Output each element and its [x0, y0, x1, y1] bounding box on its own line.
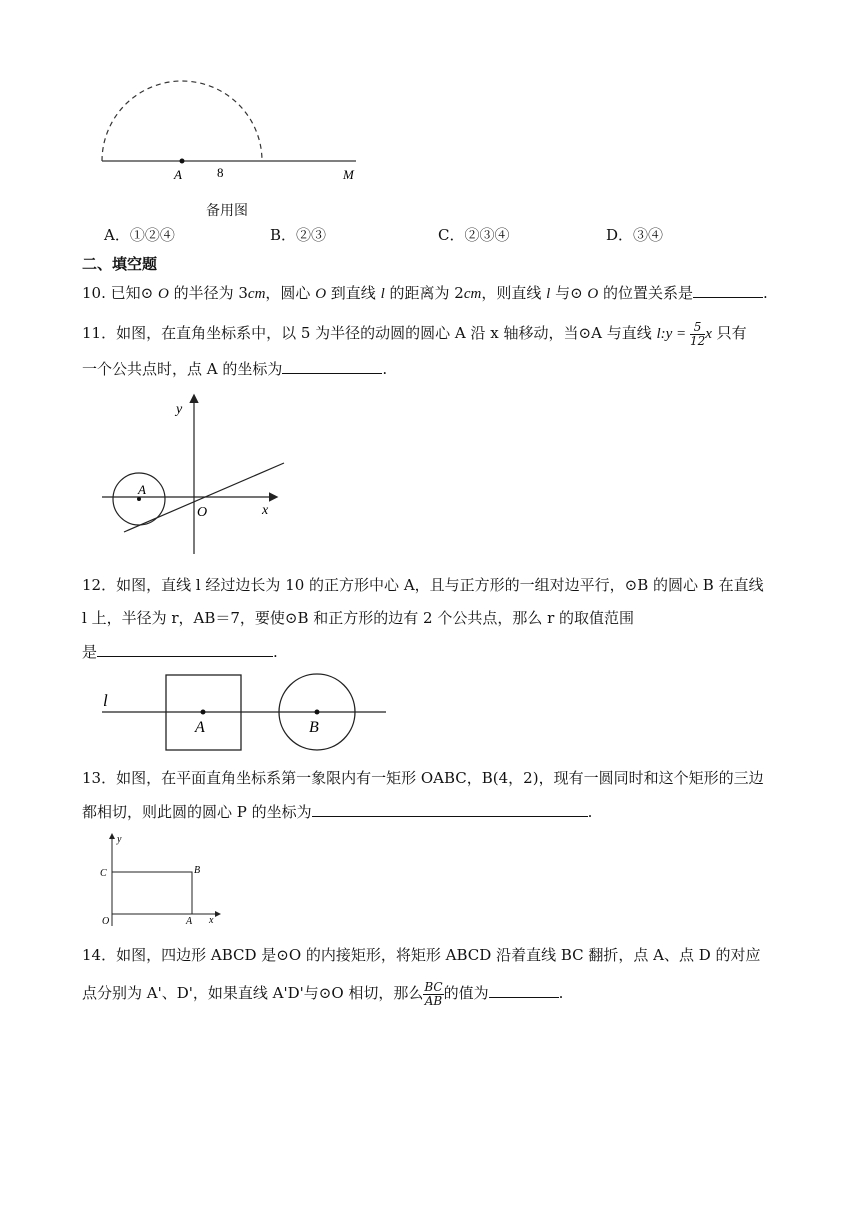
point-A	[137, 497, 141, 501]
point-A	[180, 159, 185, 164]
fraction-BC-AB: $\frac{BC}{AB}$	[424, 979, 443, 1008]
label-A: A	[174, 167, 182, 182]
fraction-5-12: $\frac{5}{12}$	[689, 319, 706, 348]
q11-answer-blank	[282, 357, 382, 374]
q11-line-1: 11．如图，在直角坐标系中，以 5 为半径的动圆的圆心 A 沿 x 轴移动，当⊙A 与直线 l:y = $\frac{5}{12}$ x 只有	[82, 319, 747, 348]
label-B: B	[194, 865, 201, 876]
dashed-semicircle	[102, 81, 262, 161]
point-B	[315, 710, 320, 715]
q10-answer-blank	[693, 281, 763, 298]
rectangle-OABC	[112, 872, 192, 914]
label-O: O	[197, 505, 208, 520]
label-A: A	[186, 916, 193, 927]
label-A: A	[138, 482, 146, 497]
label-y: y	[117, 834, 122, 845]
label-B: B	[309, 719, 319, 736]
q11-line-2: 一个公共点时，点 A 的坐标为 .	[82, 357, 387, 380]
option-d: D．③④	[606, 226, 664, 244]
figure-caption: 备用图	[206, 203, 248, 219]
figure-q12	[98, 668, 398, 758]
label-O: O	[102, 916, 110, 927]
q14-line-2: 点分别为 A'、D'，如果直线 A'D'与⊙O 相切，那么 $\frac{BC}{AB}$ 的值为 .	[82, 979, 564, 1008]
q13-line-2: 都相切，则此圆的圆心 P 的坐标为 .	[82, 800, 592, 823]
figure-q11	[98, 390, 298, 560]
option-b: B．②③	[270, 226, 327, 244]
label-y: y	[176, 402, 183, 417]
q12-line-1: 12．如图，直线 l 经过边长为 10 的正方形中心 A，且与正方形的一组对边平行，⊙B 的圆心 B 在直线	[82, 576, 764, 594]
figure-semicircle	[90, 55, 370, 185]
figure-q13	[98, 830, 228, 930]
q12-line-2: l 上，半径为 r，AB＝7，要使⊙B 和正方形的边有 2 个公共点，那么 r 的取值范围	[82, 609, 635, 627]
label-x: x	[262, 503, 269, 518]
section-heading: 二、填空题	[82, 255, 158, 273]
option-a: A．①②④	[104, 226, 175, 244]
point-A	[201, 710, 206, 715]
label-C: C	[100, 868, 107, 879]
label-l: l	[103, 691, 108, 710]
q14-answer-blank	[489, 981, 559, 998]
q14-line-1: 14．如图，四边形 ABCD 是⊙O 的内接矩形，将矩形 ABCD 沿着直线 BC 翻折，点 A、点 D 的对应	[82, 946, 761, 964]
option-c: C．②③④	[438, 226, 510, 244]
q12-line-3: 是 .	[82, 640, 278, 663]
q13-answer-blank	[312, 800, 588, 817]
q12-answer-blank	[97, 640, 273, 657]
label-M: M	[343, 167, 354, 182]
label-x: x	[209, 915, 214, 926]
label-8: 8	[217, 165, 224, 180]
label-A: A	[195, 719, 205, 736]
q13-line-1: 13．如图，在平面直角坐标系第一象限内有一矩形 OABC，B(4，2)，现有一圆同时和这个矩形的三边	[82, 769, 764, 787]
q10-line: 10. 已知⊙ O 的半径为 3cm，圆心 O 到直线 l 的距离为 2cm，则直线 l 与⊙ O 的位置关系是 .	[82, 281, 768, 305]
